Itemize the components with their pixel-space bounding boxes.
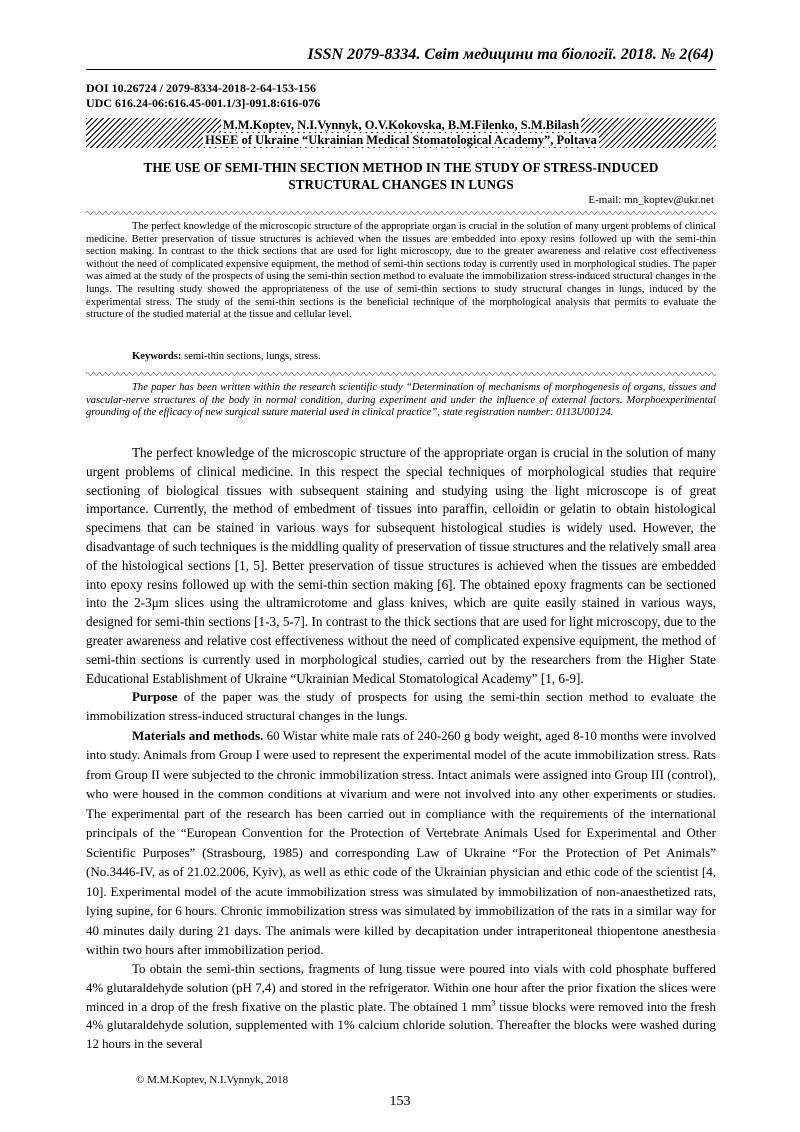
corresponding-email: E-mail: mn_koptev@ukr.net	[588, 194, 714, 206]
methods-text: 60 Wistar white male rats of 240-260 g body weight, aged 8-10 months were involved into study. Animals from Group I were used to represent the experimental model of the acute immobilization stress. Rats from Group II were subjected to the chronic immobilization stress. Intact animals were assigned into Group III (control), who were housed in the common conditions at vivarium and were not involved into any other experiments or studies. The experimental part of the research has been carried out in compliance with the requirements of the international principals of the “European Convention for the Protection of Vertebrate Animals Used for Experimental and Other Scientific Purposes” (Strasbourg, 1985) and corresponding Law of Ukraine “For the Protection of Pet Animals” (No.3446-IV, as of 21.02.2006, Kyiv), as well as ethic code of the Ukrainian physician and ethic code of the scientist [4, 10]. Experimental model of the acute immobilization stress was simulated by immobilization of non-anaesthetized rats, lying supine, for 6 hours. Chronic immobilization stress was simulated by immobilization of the rats in a similar way for 40 minutes daily during 21 days. The animals were killed by decapitation under intraperitoneal thiopentone anesthesia within two hours after immobilization period.	[86, 727, 716, 958]
semithin-text-1: To obtain the semi-thin sections, fragments of lung tissue were poured into vials with cold phosphate buffered 4% glutaraldehyde solution (pH 7,4) and stored in the refrigerator. Within one hour after the prior fixation the slices were minced in a drop of the fresh fixative on the plastic plate. The obtained 1 mm	[86, 961, 716, 1014]
methods-paragraph	[86, 726, 716, 960]
keywords-line	[132, 350, 321, 363]
keywords-list: semi-thin sections, lungs, stress.	[181, 351, 321, 362]
abstract-top-divider	[86, 209, 716, 215]
abstract-text: The perfect knowledge of the microscopic structure of the appropriate organ is crucial in the solution of many urgent problems of clinical medicine. Better preservation of tissue structures is achieved when the tissues are embedded into epoxy resins followed up with the semi-thin section making. In contrast to the thick sections that are used for light microscopy, due to the greater awareness and relative cost effectiveness without the need of complicated expensive equipment, the method of semi-thin sections today is currently used in morphological studies. The paper was aimed at the study of the prospects of using the semi-thin section method to evaluate the immobilization stress-induced structural changes in the lungs. The resulting study showed the appropriateness of the use of semi-thin sections to study structural changes in lungs, induced by the experimental stress. The study of the semi-thin sections is the beneficial technique of the morphological analysis that permits to evaluate the structure of the studied material at the tissue and cellular level.	[86, 221, 716, 321]
doi-line: DOI 10.26724 / 2079-8334-2018-2-64-153-156	[86, 81, 316, 95]
journal-header: ISSN 2079-8334. Світ медицини та біології. 2018. № 2(64)	[307, 46, 714, 63]
header-divider	[86, 69, 716, 70]
article-body	[86, 444, 716, 1054]
cubic-superscript: 3	[491, 998, 496, 1008]
methods-heading: Materials and methods.	[132, 727, 264, 743]
udc-line: UDC 616.24-06:616.45-001.1/3]-091.8:616-076	[86, 96, 321, 110]
author-affiliation: HSEE of Ukraine “Ukrainian Medical Stomatological Academy”, Poltava	[205, 133, 597, 147]
authors-banner	[86, 118, 716, 148]
keywords-label: Keywords:	[132, 351, 182, 362]
purpose-heading: Purpose	[132, 689, 178, 705]
article-identifiers	[86, 81, 320, 111]
intro-paragraph: The perfect knowledge of the microscopic structure of the appropriate organ is crucial in the solution of many urgent problems of clinical medicine. In this respect the special techniques of morphological studies that require sectioning of biological tissues with subsequent staining and studying using the light microscope is of great importance. Currently, the method of embedment of tissues into paraffin, celloidin or gelatin to obtain histological specimens that can be stained in various ways for subsequent histological studies is widely used. However, the disadvantage of such techniques is the middling quality of preservation of tissue structures and the relatively small area of the histological sections [1, 5]. Better preservation of tissue structures is achieved when the tissues are embedded into epoxy resins followed up with the semi-thin section making [6]. The obtained epoxy fragments can be sectioned into the 2-3μm slices using the ultramicrotome and glass knives, which are quite easily stained in various ways, designed for semi-thin sections [1-3, 5-7]. In contrast to the thick sections that are used for light microscopy, due to the greater awareness and relative cost effectiveness without the need of complicated expensive equipment, the method of semi-thin sections is currently used in morphological studies, carried out by the researchers from the Higher State Educational Establishment of Ukraine “Ukrainian Medical Stomatological Academy” [1, 6-9].	[86, 445, 716, 686]
abstract-block	[86, 221, 716, 322]
copyright-notice: © M.M.Koptev, N.I.Vynnyk, 2018	[136, 1074, 289, 1086]
article-title	[86, 159, 716, 193]
title-line-2: STRUCTURAL CHANGES IN LUNGS	[288, 177, 514, 192]
semithin-paragraph	[86, 960, 716, 1054]
page-number: 153	[389, 1094, 411, 1109]
funding-note-text: The paper has been written within the research scientific study “Determination of mechanisms of morphogenesis of organs, tissues and vascular-nerve structures of the body in normal condition, during experiment and under the influence of external factors. Morphoexperimental grounding of the efficacy of new surgical suture material used in clinical practice”, state registration number: 0113U00124.	[86, 382, 716, 419]
funding-note	[86, 382, 716, 420]
purpose-text: of the paper was the study of prospects for using the semi-thin section method to evaluate the immobilization stress-induced structural changes in the lungs.	[86, 689, 716, 724]
author-names: M.M.Koptev, N.I.Vynnyk, O.V.Kokovska, B.M.Filenko, S.M.Bilash	[222, 118, 580, 132]
abstract-bottom-divider	[86, 370, 716, 376]
title-line-1: THE USE OF SEMI-THIN SECTION METHOD IN THE STUDY OF STRESS-INDUCED	[143, 160, 659, 175]
semithin-text-2: tissue blocks were removed into the fresh 4% glutaraldehyde solution, supplemented with 1% calcium chloride solution. Thereafter the blocks were washed during 12 hours in the several	[86, 999, 716, 1052]
purpose-paragraph	[86, 688, 716, 726]
